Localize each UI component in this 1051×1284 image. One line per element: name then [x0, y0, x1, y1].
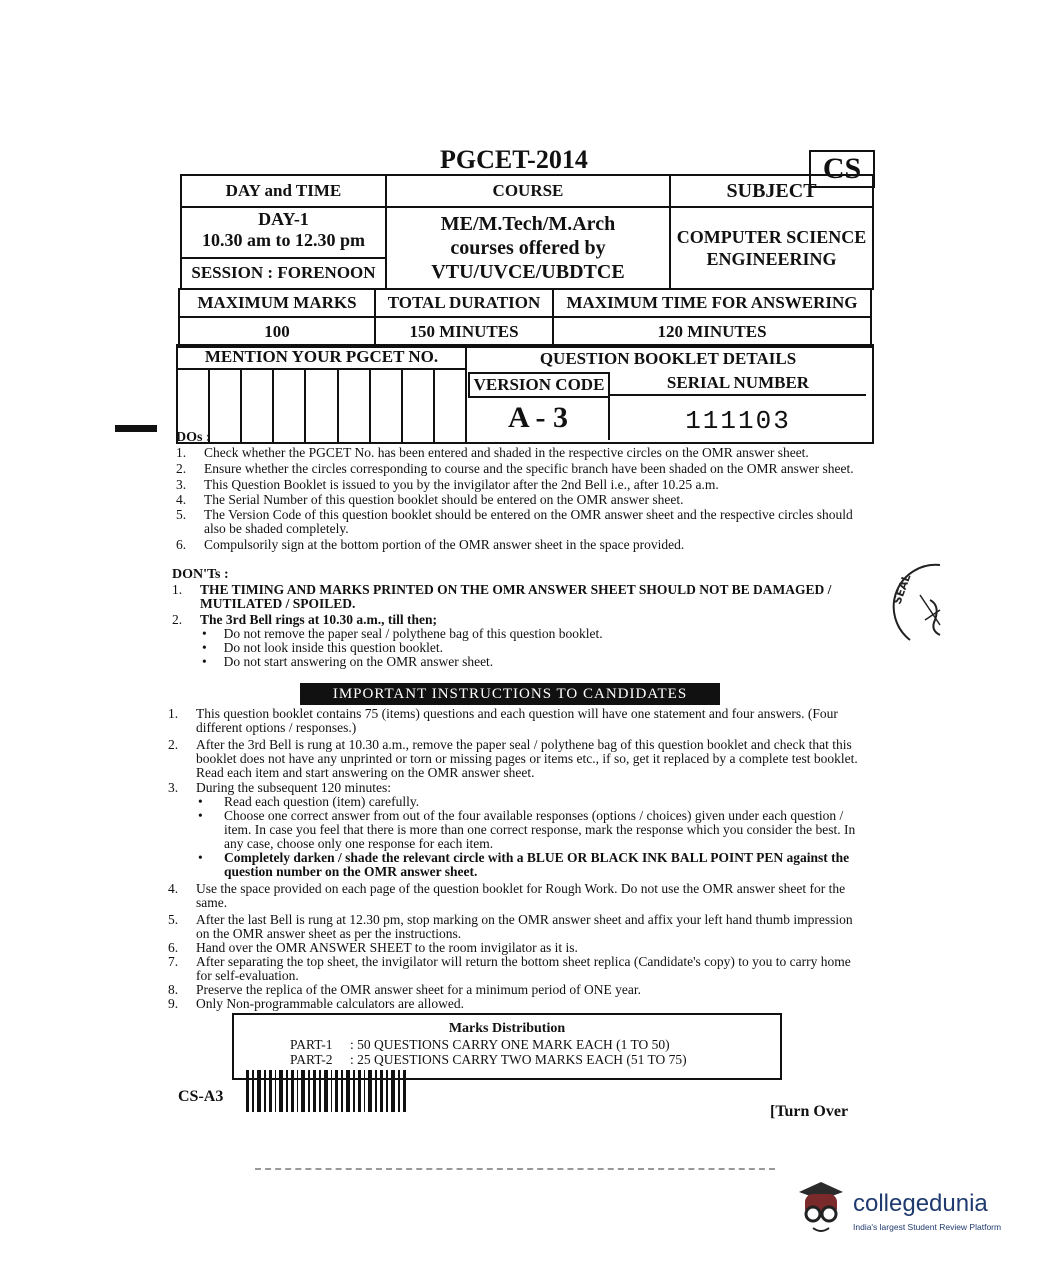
booklet-details-label: QUESTION BOOKLET DETAILS	[539, 349, 797, 368]
course-value-1: ME/M.Tech/M.Arch	[440, 213, 616, 235]
course-value-3: VTU/UVCE/UBDTCE	[431, 261, 625, 283]
item-text: Ensure whether the circles corresponding to course and the specific branch have been shaded on the OMR answer sheet.	[204, 461, 854, 476]
item-number: 5.	[168, 912, 179, 927]
item-number: 5.	[176, 507, 187, 522]
time-value: 10.30 am to 12.30 pm	[201, 230, 365, 250]
pgcet-digit-box[interactable]	[306, 370, 338, 442]
version-code-label: VERSION CODE	[468, 372, 610, 398]
item-text: During the subsequent 120 minutes:	[196, 780, 391, 795]
list-item	[168, 738, 858, 780]
item-number: 1.	[176, 445, 187, 460]
list-item	[168, 882, 858, 910]
list-item	[176, 462, 866, 476]
list-item	[168, 707, 858, 735]
scan-mark	[115, 425, 157, 432]
item-text: After the last Bell is rung at 12.30 pm, stop marking on the OMR answer sheet and affix your left hand thumb impression on the OMR answer sheet as per the instructions.	[196, 912, 853, 941]
serial-number-label: SERIAL NUMBER	[610, 372, 866, 396]
item-text: The Serial Number of this question booklet should be entered on the OMR answer sheet.	[204, 492, 684, 507]
logo-tagline: India's largest Student Review Platform	[853, 1222, 1002, 1232]
item-text: Do not start answering on the OMR answer sheet.	[223, 654, 494, 669]
list-item	[168, 913, 858, 941]
page-title: PGCET-2014	[440, 145, 588, 174]
part2-text: : 25 QUESTIONS CARRY TWO MARKS EACH (51 TO 75)	[350, 1052, 687, 1067]
list-item	[176, 446, 866, 460]
duration-label: TOTAL DURATION	[375, 289, 553, 317]
item-text: This Question Booklet is issued to you by the invigilator after the 2nd Bell i.e., after 10.25 a.m.	[204, 477, 719, 492]
marks-duration-table	[178, 288, 872, 348]
list-item	[168, 955, 858, 983]
exam-info-table	[180, 174, 874, 290]
day-value: DAY-1	[258, 209, 309, 229]
list-item	[176, 508, 866, 536]
list-item: • Choose one correct answer from out of the four available responses (options / choices) given under each question / item. In case you feel that there is more than one correct response, mark the response which you consider the best. In any case, choose only one response for each item.	[198, 809, 858, 851]
instruction-3-bullets	[168, 795, 858, 879]
mascot-icon	[795, 1180, 847, 1240]
paper-code: CS-A3	[178, 1088, 224, 1105]
max-marks-value: 100	[179, 317, 375, 347]
answer-time-value: 120 MINUTES	[553, 317, 871, 347]
course-value-2: courses offered by	[450, 237, 606, 259]
max-marks-label: MAXIMUM MARKS	[179, 289, 375, 317]
item-text: Use the space provided on each page of the question booklet for Rough Work. Do not use the OMR answer sheet for the same.	[196, 881, 846, 910]
pgcet-booklet-box	[176, 344, 874, 444]
list-item	[172, 583, 862, 611]
item-text: Read each question (item) carefully.	[224, 794, 420, 809]
pgcet-digit-box[interactable]	[435, 370, 465, 442]
pgcet-digit-box[interactable]	[339, 370, 371, 442]
pgcet-digit-box[interactable]	[403, 370, 435, 442]
item-number: 3.	[176, 477, 187, 492]
item-number: 4.	[168, 881, 179, 896]
seal-stamp-icon	[880, 560, 960, 650]
item-number: 6.	[168, 940, 179, 955]
item-number: 2.	[168, 737, 179, 752]
item-text: Choose one correct answer from out of the four available responses (options / choices) given under each question / item. In case you feel that there is more than one correct response, mark the response which you consider the best. In any case, choose only one response for each item.	[224, 808, 856, 851]
dos-heading: DOs :	[176, 430, 211, 445]
pgcet-digit-box[interactable]	[371, 370, 403, 442]
item-text: The 3rd Bell rings at 10.30 a.m., till then;	[200, 612, 437, 627]
item-text: Only Non-programmable calculators are allowed.	[196, 996, 465, 1011]
subject-code-box: CS	[809, 150, 875, 188]
part1-row	[290, 1037, 780, 1052]
item-text: Preserve the replica of the OMR answer sheet for a minimum period of ONE year.	[196, 982, 641, 997]
dos-list	[176, 446, 866, 552]
item-text: Hand over the OMR ANSWER SHEET to the room invigilator as it is.	[196, 940, 578, 955]
item-text: This question booklet contains 75 (items) questions and each question will have one statement and four answers. (Four different options / responses.)	[196, 706, 838, 735]
subject-value-1: COMPUTER SCIENCE	[676, 227, 867, 247]
answer-time-label: MAXIMUM TIME FOR ANSWERING	[553, 289, 871, 317]
item-text: After separating the top sheet, the invigilator will return the bottom sheet replica (Candidate's copy) to you to carry home for self-evaluation.	[196, 954, 851, 983]
day-time-label: DAY and TIME	[181, 175, 386, 207]
barcode-icon	[246, 1070, 406, 1112]
pgcet-digit-box[interactable]	[210, 370, 242, 442]
list-item	[172, 613, 862, 627]
turn-over-label: [Turn Over	[770, 1103, 849, 1120]
pgcet-number-boxes[interactable]	[178, 370, 467, 442]
part2-label: PART-2	[290, 1052, 333, 1067]
collegedunia-logo	[795, 1180, 1015, 1250]
list-item	[168, 941, 858, 955]
item-number: 4.	[176, 492, 187, 507]
list-item: • Do not start answering on the OMR answer sheet.	[202, 654, 494, 669]
list-item	[176, 478, 866, 492]
item-text: Do not remove the paper seal / polythene bag of this question booklet.	[223, 626, 603, 641]
duration-value: 150 MINUTES	[375, 317, 553, 347]
item-text: The Version Code of this question booklet should be entered on the OMR answer sheet and the respective circles should also be shaded completely.	[204, 507, 853, 536]
pgcet-digit-box[interactable]	[274, 370, 306, 442]
instructions-banner: IMPORTANT INSTRUCTIONS TO CANDIDATES	[300, 683, 720, 705]
donts-heading: DON'Ts :	[172, 567, 229, 582]
pgcet-digit-box[interactable]	[242, 370, 274, 442]
item-text: THE TIMING AND MARKS PRINTED ON THE OMR ANSWER SHEET SHOULD NOT BE DAMAGED / MUTILATED / SPOILED.	[200, 582, 832, 611]
list-item	[168, 983, 858, 997]
item-number: 3.	[168, 780, 179, 795]
list-item	[168, 781, 858, 795]
instructions-list	[168, 707, 858, 1011]
item-number: 1.	[172, 582, 183, 597]
donts-list	[172, 583, 862, 669]
subject-value-2: ENGINEERING	[706, 249, 837, 269]
version-code-value: A - 3	[468, 396, 610, 440]
item-number: 7.	[168, 954, 179, 969]
course-label: COURSE	[386, 175, 670, 207]
list-item: • Do not look inside this question booklet.	[202, 640, 443, 655]
item-number: 9.	[168, 996, 179, 1011]
seal-text: SEAL	[890, 572, 914, 607]
list-item	[168, 997, 858, 1011]
subject-label: SUBJECT	[670, 175, 873, 207]
item-number: 6.	[176, 537, 187, 552]
list-item	[176, 493, 866, 507]
item-number: 8.	[168, 982, 179, 997]
serial-number-value: 111103	[685, 406, 791, 436]
tear-line	[255, 1168, 775, 1170]
item-text: Completely darken / shade the relevant circle with a BLUE OR BLACK INK BALL POINT PEN against the question number on the OMR answer sheet.	[224, 850, 850, 879]
list-item: • Completely darken / shade the relevant circle with a BLUE OR BLACK INK BALL POINT PEN against the question number on the OMR answer sheet.	[198, 851, 858, 879]
logo-name: collegedunia	[853, 1190, 988, 1217]
item-text: Do not look inside this question booklet.	[223, 640, 443, 655]
list-item: • Read each question (item) carefully.	[198, 795, 858, 809]
list-item: • Do not remove the paper seal / polythene bag of this question booklet.	[202, 626, 603, 641]
item-text: Compulsorily sign at the bottom portion of the OMR answer sheet in the space provided.	[204, 537, 685, 552]
session-value: SESSION : FORENOON	[182, 257, 385, 287]
donts-bullets	[172, 627, 862, 669]
item-number: 2.	[172, 612, 183, 627]
marks-distribution-heading: Marks Distribution	[448, 1021, 566, 1036]
list-item	[176, 538, 866, 552]
part2-row	[290, 1052, 780, 1067]
item-text: Check whether the PGCET No. has been entered and shaded in the respective circles on the OMR answer sheet.	[204, 445, 809, 460]
pgcet-label: MENTION YOUR PGCET NO.	[178, 346, 467, 370]
item-text: After the 3rd Bell is rung at 10.30 a.m., remove the paper seal / polythene bag of this question booklet and check that this booklet does not have any unprinted or torn or missing pages or items etc., if so, get it replaced by a complete test booklet. Read each item and start answering on the OMR answer sheet.	[196, 737, 858, 780]
part1-label: PART-1	[290, 1037, 333, 1052]
item-number: 1.	[168, 706, 179, 721]
part1-text: : 50 QUESTIONS CARRY ONE MARK EACH (1 TO 50)	[350, 1037, 670, 1052]
item-number: 2.	[176, 461, 187, 476]
